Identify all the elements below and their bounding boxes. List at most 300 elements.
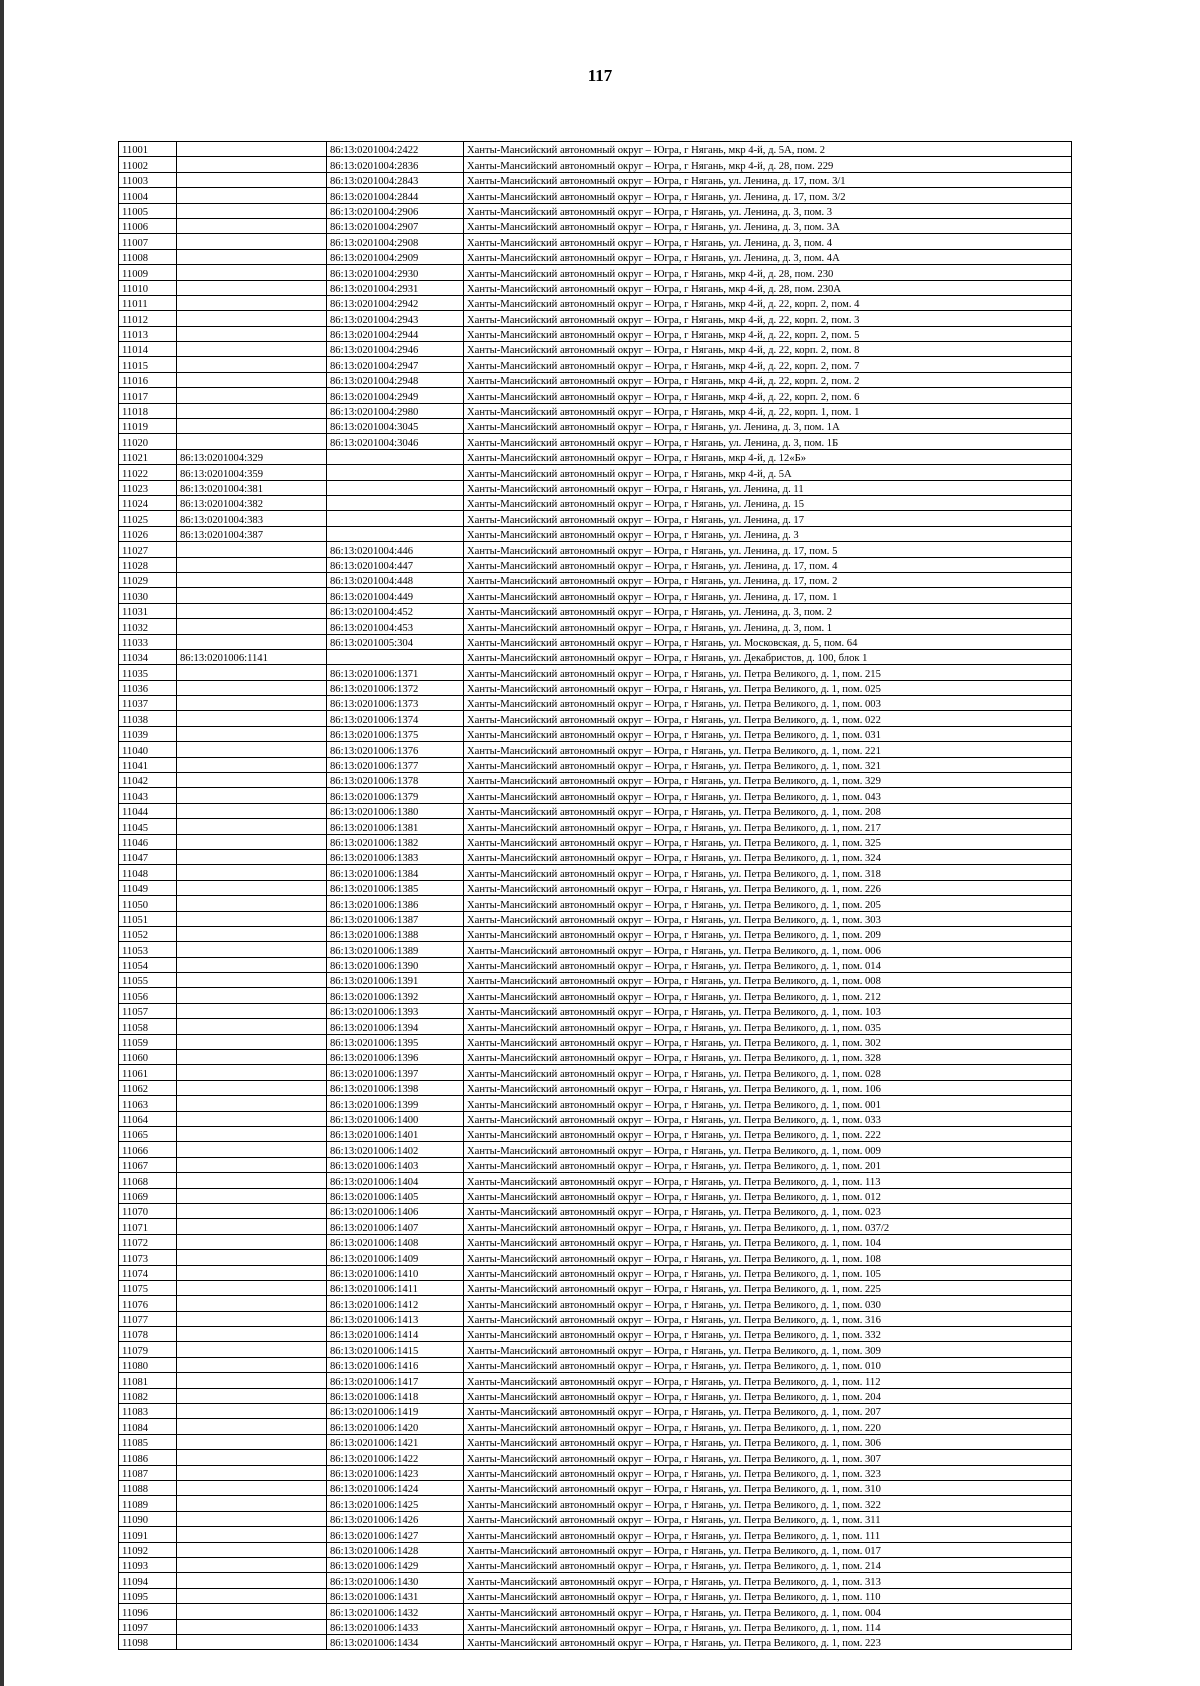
premise-cadastral-number [327, 526, 464, 541]
building-cadastral-number [177, 265, 327, 280]
building-cadastral-number [177, 1588, 327, 1603]
address: Ханты-Мансийский автономный округ – Югра, г Нягань, ул. Ленина, д. 17 [464, 511, 1072, 526]
row-number: 11065 [119, 1127, 177, 1142]
building-cadastral-number [177, 357, 327, 372]
row-number: 11092 [119, 1542, 177, 1557]
premise-cadastral-number: 86:13:0201004:2930 [327, 265, 464, 280]
premise-cadastral-number: 86:13:0201004:2907 [327, 218, 464, 233]
premise-cadastral-number: 86:13:0201006:1415 [327, 1342, 464, 1357]
address: Ханты-Мансийский автономный округ – Югра, г Нягань, ул. Петра Великого, д. 1, пом. 112 [464, 1373, 1072, 1388]
premise-cadastral-number: 86:13:0201006:1429 [327, 1557, 464, 1572]
table-row [119, 1634, 1072, 1649]
row-number: 11003 [119, 172, 177, 187]
address: Ханты-Мансийский автономный округ – Югра, г Нягань, мкр 4-й, д. 28, пом. 230А [464, 280, 1072, 295]
address: Ханты-Мансийский автономный округ – Югра, г Нягань, мкр 4-й, д. 22, корп. 2, пом. 3 [464, 311, 1072, 326]
table-row [119, 172, 1072, 187]
table-row [119, 249, 1072, 264]
premise-cadastral-number: 86:13:0201004:2908 [327, 234, 464, 249]
address: Ханты-Мансийский автономный округ – Югра, г Нягань, ул. Петра Великого, д. 1, пом. 001 [464, 1096, 1072, 1111]
address: Ханты-Мансийский автономный округ – Югра, г Нягань, ул. Петра Великого, д. 1, пом. 204 [464, 1388, 1072, 1403]
building-cadastral-number [177, 742, 327, 757]
row-number: 11058 [119, 1019, 177, 1034]
premise-cadastral-number: 86:13:0201006:1425 [327, 1496, 464, 1511]
building-cadastral-number [177, 1296, 327, 1311]
address: Ханты-Мансийский автономный округ – Югра, г Нягань, ул. Петра Великого, д. 1, пом. 006 [464, 942, 1072, 957]
premise-cadastral-number [327, 511, 464, 526]
table-row [119, 1034, 1072, 1049]
row-number: 11036 [119, 680, 177, 695]
premise-cadastral-number: 86:13:0201006:1413 [327, 1311, 464, 1326]
building-cadastral-number [177, 926, 327, 941]
premise-cadastral-number: 86:13:0201006:1424 [327, 1480, 464, 1495]
premise-cadastral-number: 86:13:0201005:304 [327, 634, 464, 649]
row-number: 11005 [119, 203, 177, 218]
address: Ханты-Мансийский автономный округ – Югра, г Нягань, ул. Петра Великого, д. 1, пом. 306 [464, 1434, 1072, 1449]
row-number: 11021 [119, 449, 177, 464]
row-number: 11068 [119, 1173, 177, 1188]
table-row [119, 1157, 1072, 1172]
premise-cadastral-number: 86:13:0201006:1420 [327, 1419, 464, 1434]
building-cadastral-number [177, 311, 327, 326]
table-row [119, 973, 1072, 988]
premise-cadastral-number: 86:13:0201004:2980 [327, 403, 464, 418]
premise-cadastral-number: 86:13:0201006:1423 [327, 1465, 464, 1480]
premise-cadastral-number: 86:13:0201006:1416 [327, 1357, 464, 1372]
premise-cadastral-number: 86:13:0201006:1375 [327, 726, 464, 741]
row-number: 11057 [119, 1003, 177, 1018]
table-row [119, 1419, 1072, 1434]
table-row [119, 1465, 1072, 1480]
table-row [119, 557, 1072, 572]
address: Ханты-Мансийский автономный округ – Югра, г Нягань, ул. Декабристов, д. 100, блок 1 [464, 649, 1072, 664]
building-cadastral-number [177, 1388, 327, 1403]
row-number: 11084 [119, 1419, 177, 1434]
address: Ханты-Мансийский автономный округ – Югра, г Нягань, ул. Ленина, д. 17, пом. 5 [464, 542, 1072, 557]
address: Ханты-Мансийский автономный округ – Югра, г Нягань, ул. Петра Великого, д. 1, пом. 321 [464, 757, 1072, 772]
building-cadastral-number [177, 1511, 327, 1526]
table-row [119, 1080, 1072, 1095]
row-number: 11034 [119, 649, 177, 664]
row-number: 11075 [119, 1280, 177, 1295]
row-number: 11004 [119, 188, 177, 203]
premise-cadastral-number: 86:13:0201006:1387 [327, 911, 464, 926]
table-row [119, 588, 1072, 603]
address: Ханты-Мансийский автономный округ – Югра, г Нягань, мкр 4-й, д. 22, корп. 2, пом. 6 [464, 388, 1072, 403]
premise-cadastral-number: 86:13:0201004:2843 [327, 172, 464, 187]
row-number: 11069 [119, 1188, 177, 1203]
building-cadastral-number [177, 849, 327, 864]
building-cadastral-number [177, 1219, 327, 1234]
row-number: 11045 [119, 819, 177, 834]
building-cadastral-number [177, 803, 327, 818]
row-number: 11064 [119, 1111, 177, 1126]
address: Ханты-Мансийский автономный округ – Югра, г Нягань, ул. Петра Великого, д. 1, пом. 226 [464, 880, 1072, 895]
building-cadastral-number [177, 1419, 327, 1434]
address: Ханты-Мансийский автономный округ – Югра, г Нягань, ул. Петра Великого, д. 1, пом. 030 [464, 1296, 1072, 1311]
row-number: 11024 [119, 495, 177, 510]
address: Ханты-Мансийский автономный округ – Югра, г Нягань, ул. Петра Великого, д. 1, пом. 313 [464, 1573, 1072, 1588]
address: Ханты-Мансийский автономный округ – Югра, г Нягань, ул. Петра Великого, д. 1, пом. 004 [464, 1604, 1072, 1619]
building-cadastral-number [177, 726, 327, 741]
table-row [119, 803, 1072, 818]
row-number: 11080 [119, 1357, 177, 1372]
register-table [118, 141, 1072, 1650]
address: Ханты-Мансийский автономный округ – Югра, г Нягань, ул. Петра Великого, д. 1, пом. 222 [464, 1127, 1072, 1142]
building-cadastral-number: 86:13:0201004:359 [177, 465, 327, 480]
premise-cadastral-number: 86:13:0201006:1411 [327, 1280, 464, 1295]
address: Ханты-Мансийский автономный округ – Югра, г Нягань, мкр 4-й, д. 22, корп. 2, пом. 7 [464, 357, 1072, 372]
table-row [119, 357, 1072, 372]
table-row [119, 665, 1072, 680]
building-cadastral-number [177, 249, 327, 264]
address: Ханты-Мансийский автономный округ – Югра, г Нягань, ул. Петра Великого, д. 1, пом. 329 [464, 773, 1072, 788]
row-number: 11041 [119, 757, 177, 772]
table-row [119, 926, 1072, 941]
row-number: 11082 [119, 1388, 177, 1403]
table-row [119, 234, 1072, 249]
address: Ханты-Мансийский автономный округ – Югра, г Нягань, ул. Петра Великого, д. 1, пом. 105 [464, 1265, 1072, 1280]
premise-cadastral-number: 86:13:0201006:1391 [327, 973, 464, 988]
row-number: 11030 [119, 588, 177, 603]
table-row [119, 1604, 1072, 1619]
address: Ханты-Мансийский автономный округ – Югра, г Нягань, ул. Ленина, д. 3, пом. 2 [464, 603, 1072, 618]
table-row [119, 403, 1072, 418]
table-row [119, 1496, 1072, 1511]
row-number: 11090 [119, 1511, 177, 1526]
row-number: 11083 [119, 1404, 177, 1419]
building-cadastral-number [177, 157, 327, 172]
row-number: 11089 [119, 1496, 177, 1511]
premise-cadastral-number: 86:13:0201006:1410 [327, 1265, 464, 1280]
premise-cadastral-number: 86:13:0201006:1373 [327, 696, 464, 711]
address: Ханты-Мансийский автономный округ – Югра, г Нягань, ул. Петра Великого, д. 1, пом. 110 [464, 1588, 1072, 1603]
premise-cadastral-number: 86:13:0201006:1418 [327, 1388, 464, 1403]
address: Ханты-Мансийский автономный округ – Югра, г Нягань, ул. Ленина, д. 3, пом. 1Б [464, 434, 1072, 449]
building-cadastral-number [177, 711, 327, 726]
building-cadastral-number [177, 1234, 327, 1249]
premise-cadastral-number: 86:13:0201004:446 [327, 542, 464, 557]
table-row [119, 311, 1072, 326]
building-cadastral-number [177, 342, 327, 357]
address: Ханты-Мансийский автономный округ – Югра, г Нягань, мкр 4-й, д. 22, корп. 2, пом. 2 [464, 372, 1072, 387]
row-number: 11037 [119, 696, 177, 711]
table-row [119, 1188, 1072, 1203]
table-row [119, 1434, 1072, 1449]
building-cadastral-number [177, 1342, 327, 1357]
table-row [119, 1357, 1072, 1372]
table-row [119, 865, 1072, 880]
premise-cadastral-number: 86:13:0201004:2944 [327, 326, 464, 341]
row-number: 11070 [119, 1203, 177, 1218]
premise-cadastral-number: 86:13:0201004:2947 [327, 357, 464, 372]
building-cadastral-number [177, 1557, 327, 1572]
building-cadastral-number [177, 572, 327, 587]
address: Ханты-Мансийский автономный округ – Югра, г Нягань, ул. Ленина, д. 15 [464, 495, 1072, 510]
address: Ханты-Мансийский автономный округ – Югра, г Нягань, ул. Петра Великого, д. 1, пом. 220 [464, 1419, 1072, 1434]
building-cadastral-number [177, 696, 327, 711]
table-row [119, 218, 1072, 233]
row-number: 11085 [119, 1434, 177, 1449]
premise-cadastral-number: 86:13:0201006:1422 [327, 1450, 464, 1465]
building-cadastral-number: 86:13:0201006:1141 [177, 649, 327, 664]
row-number: 11061 [119, 1065, 177, 1080]
table-row [119, 188, 1072, 203]
premise-cadastral-number: 86:13:0201006:1421 [327, 1434, 464, 1449]
address: Ханты-Мансийский автономный округ – Югра, г Нягань, ул. Ленина, д. 3, пом. 3 [464, 203, 1072, 218]
address: Ханты-Мансийский автономный округ – Югра, г Нягань, ул. Петра Великого, д. 1, пом. 209 [464, 926, 1072, 941]
row-number: 11020 [119, 434, 177, 449]
address: Ханты-Мансийский автономный округ – Югра, г Нягань, ул. Петра Великого, д. 1, пом. 008 [464, 973, 1072, 988]
building-cadastral-number [177, 1280, 327, 1295]
table-row [119, 1342, 1072, 1357]
building-cadastral-number [177, 1127, 327, 1142]
premise-cadastral-number: 86:13:0201006:1431 [327, 1588, 464, 1603]
premise-cadastral-number: 86:13:0201004:447 [327, 557, 464, 572]
address: Ханты-Мансийский автономный округ – Югра, г Нягань, мкр 4-й, д. 22, корп. 2, пом. 8 [464, 342, 1072, 357]
row-number: 11022 [119, 465, 177, 480]
premise-cadastral-number: 86:13:0201006:1426 [327, 1511, 464, 1526]
row-number: 11073 [119, 1250, 177, 1265]
premise-cadastral-number: 86:13:0201006:1397 [327, 1065, 464, 1080]
table-row [119, 1127, 1072, 1142]
row-number: 11078 [119, 1327, 177, 1342]
premise-cadastral-number: 86:13:0201006:1381 [327, 819, 464, 834]
building-cadastral-number [177, 680, 327, 695]
address: Ханты-Мансийский автономный округ – Югра, г Нягань, ул. Петра Великого, д. 1, пом. 033 [464, 1111, 1072, 1126]
table-row [119, 1265, 1072, 1280]
premise-cadastral-number: 86:13:0201006:1430 [327, 1573, 464, 1588]
table-row [119, 1327, 1072, 1342]
address: Ханты-Мансийский автономный округ – Югра, г Нягань, ул. Петра Великого, д. 1, пом. 205 [464, 896, 1072, 911]
address: Ханты-Мансийский автономный округ – Югра, г Нягань, ул. Петра Великого, д. 1, пом. 215 [464, 665, 1072, 680]
table-row [119, 988, 1072, 1003]
address: Ханты-Мансийский автономный округ – Югра, г Нягань, ул. Ленина, д. 3, пом. 1А [464, 419, 1072, 434]
building-cadastral-number [177, 280, 327, 295]
address: Ханты-Мансийский автономный округ – Югра, г Нягань, ул. Петра Великого, д. 1, пом. 031 [464, 726, 1072, 741]
row-number: 11052 [119, 926, 177, 941]
address: Ханты-Мансийский автономный округ – Югра, г Нягань, ул. Петра Великого, д. 1, пом. 114 [464, 1619, 1072, 1634]
address: Ханты-Мансийский автономный округ – Югра, г Нягань, ул. Петра Великого, д. 1, пом. 106 [464, 1080, 1072, 1095]
row-number: 11074 [119, 1265, 177, 1280]
row-number: 11093 [119, 1557, 177, 1572]
table-row [119, 649, 1072, 664]
table-row [119, 419, 1072, 434]
row-number: 11031 [119, 603, 177, 618]
table-row [119, 1588, 1072, 1603]
premise-cadastral-number: 86:13:0201006:1402 [327, 1142, 464, 1157]
address: Ханты-Мансийский автономный округ – Югра, г Нягань, ул. Ленина, д. 3, пом. 3А [464, 218, 1072, 233]
premise-cadastral-number: 86:13:0201006:1427 [327, 1527, 464, 1542]
table-row [119, 526, 1072, 541]
address: Ханты-Мансийский автономный округ – Югра, г Нягань, ул. Петра Великого, д. 1, пом. 014 [464, 957, 1072, 972]
building-cadastral-number [177, 1573, 327, 1588]
building-cadastral-number [177, 142, 327, 157]
building-cadastral-number [177, 234, 327, 249]
premise-cadastral-number: 86:13:0201004:3046 [327, 434, 464, 449]
address: Ханты-Мансийский автономный округ – Югра, г Нягань, ул. Петра Великого, д. 1, пом. 223 [464, 1634, 1072, 1649]
address: Ханты-Мансийский автономный округ – Югра, г Нягань, ул. Петра Великого, д. 1, пом. 322 [464, 1496, 1072, 1511]
table-row [119, 157, 1072, 172]
table-row [119, 1280, 1072, 1295]
premise-cadastral-number: 86:13:0201004:2943 [327, 311, 464, 326]
building-cadastral-number [177, 1496, 327, 1511]
table-row [119, 142, 1072, 157]
table-row [119, 1050, 1072, 1065]
table-row [119, 711, 1072, 726]
premise-cadastral-number: 86:13:0201004:448 [327, 572, 464, 587]
row-number: 11035 [119, 665, 177, 680]
building-cadastral-number [177, 973, 327, 988]
premise-cadastral-number: 86:13:0201006:1433 [327, 1619, 464, 1634]
address: Ханты-Мансийский автономный округ – Югра, г Нягань, ул. Петра Великого, д. 1, пом. 035 [464, 1019, 1072, 1034]
building-cadastral-number [177, 388, 327, 403]
table-row [119, 1557, 1072, 1572]
premise-cadastral-number: 86:13:0201004:2942 [327, 295, 464, 310]
row-number: 11016 [119, 372, 177, 387]
premise-cadastral-number: 86:13:0201006:1414 [327, 1327, 464, 1342]
building-cadastral-number [177, 665, 327, 680]
address: Ханты-Мансийский автономный округ – Югра, г Нягань, ул. Петра Великого, д. 1, пом. 104 [464, 1234, 1072, 1249]
premise-cadastral-number: 86:13:0201004:2931 [327, 280, 464, 295]
address: Ханты-Мансийский автономный округ – Югра, г Нягань, мкр 4-й, д. 5А [464, 465, 1072, 480]
table-row [119, 1250, 1072, 1265]
address: Ханты-Мансийский автономный округ – Югра, г Нягань, ул. Петра Великого, д. 1, пом. 310 [464, 1480, 1072, 1495]
table-row [119, 480, 1072, 495]
premise-cadastral-number: 86:13:0201006:1412 [327, 1296, 464, 1311]
address: Ханты-Мансийский автономный округ – Югра, г Нягань, ул. Петра Великого, д. 1, пом. 037/2 [464, 1219, 1072, 1234]
premise-cadastral-number: 86:13:0201006:1384 [327, 865, 464, 880]
premise-cadastral-number: 86:13:0201006:1382 [327, 834, 464, 849]
row-number: 11001 [119, 142, 177, 157]
table-row [119, 1203, 1072, 1218]
address: Ханты-Мансийский автономный округ – Югра, г Нягань, мкр 4-й, д. 22, корп. 1, пом. 1 [464, 403, 1072, 418]
building-cadastral-number: 86:13:0201004:381 [177, 480, 327, 495]
address: Ханты-Мансийский автономный округ – Югра, г Нягань, ул. Петра Великого, д. 1, пом. 302 [464, 1034, 1072, 1049]
table-row [119, 1542, 1072, 1557]
building-cadastral-number [177, 1373, 327, 1388]
row-number: 11047 [119, 849, 177, 864]
premise-cadastral-number: 86:13:0201006:1374 [327, 711, 464, 726]
building-cadastral-number [177, 988, 327, 1003]
address: Ханты-Мансийский автономный округ – Югра, г Нягань, мкр 4-й, д. 5А, пом. 2 [464, 142, 1072, 157]
address: Ханты-Мансийский автономный округ – Югра, г Нягань, ул. Петра Великого, д. 1, пом. 201 [464, 1157, 1072, 1172]
register-table-body [119, 142, 1072, 1650]
row-number: 11039 [119, 726, 177, 741]
building-cadastral-number [177, 1019, 327, 1034]
table-row [119, 849, 1072, 864]
table-row [119, 1373, 1072, 1388]
table-row [119, 957, 1072, 972]
premise-cadastral-number: 86:13:0201006:1383 [327, 849, 464, 864]
table-row [119, 680, 1072, 695]
premise-cadastral-number: 86:13:0201006:1393 [327, 1003, 464, 1018]
table-row [119, 1065, 1072, 1080]
table-row [119, 696, 1072, 711]
address: Ханты-Мансийский автономный округ – Югра, г Нягань, ул. Петра Великого, д. 1, пом. 043 [464, 788, 1072, 803]
building-cadastral-number [177, 1034, 327, 1049]
row-number: 11054 [119, 957, 177, 972]
address: Ханты-Мансийский автономный округ – Югра, г Нягань, ул. Петра Великого, д. 1, пом. 017 [464, 1542, 1072, 1557]
premise-cadastral-number [327, 465, 464, 480]
building-cadastral-number [177, 434, 327, 449]
building-cadastral-number [177, 819, 327, 834]
building-cadastral-number [177, 1619, 327, 1634]
row-number: 11095 [119, 1588, 177, 1603]
building-cadastral-number [177, 1250, 327, 1265]
premise-cadastral-number: 86:13:0201006:1396 [327, 1050, 464, 1065]
address: Ханты-Мансийский автономный округ – Югра, г Нягань, ул. Петра Великого, д. 1, пом. 221 [464, 742, 1072, 757]
address: Ханты-Мансийский автономный округ – Югра, г Нягань, ул. Петра Великого, д. 1, пом. 010 [464, 1357, 1072, 1372]
building-cadastral-number [177, 326, 327, 341]
building-cadastral-number [177, 542, 327, 557]
row-number: 11087 [119, 1465, 177, 1480]
row-number: 11086 [119, 1450, 177, 1465]
building-cadastral-number [177, 773, 327, 788]
address: Ханты-Мансийский автономный округ – Югра, г Нягань, ул. Петра Великого, д. 1, пом. 217 [464, 819, 1072, 834]
row-number: 11077 [119, 1311, 177, 1326]
row-number: 11011 [119, 295, 177, 310]
address: Ханты-Мансийский автономный округ – Югра, г Нягань, ул. Ленина, д. 17, пом. 2 [464, 572, 1072, 587]
table-row [119, 1096, 1072, 1111]
table-row [119, 1142, 1072, 1157]
address: Ханты-Мансийский автономный округ – Югра, г Нягань, ул. Ленина, д. 17, пом. 1 [464, 588, 1072, 603]
building-cadastral-number [177, 1157, 327, 1172]
premise-cadastral-number [327, 480, 464, 495]
row-number: 11002 [119, 157, 177, 172]
table-row [119, 1388, 1072, 1403]
address: Ханты-Мансийский автономный округ – Югра, г Нягань, ул. Петра Великого, д. 1, пом. 328 [464, 1050, 1072, 1065]
address: Ханты-Мансийский автономный округ – Югра, г Нягань, ул. Петра Великого, д. 1, пом. 012 [464, 1188, 1072, 1203]
building-cadastral-number [177, 1404, 327, 1419]
row-number: 11008 [119, 249, 177, 264]
table-row [119, 1111, 1072, 1126]
row-number: 11062 [119, 1080, 177, 1095]
row-number: 11098 [119, 1634, 177, 1649]
premise-cadastral-number: 86:13:0201006:1401 [327, 1127, 464, 1142]
address: Ханты-Мансийский автономный округ – Югра, г Нягань, ул. Петра Великого, д. 1, пом. 214 [464, 1557, 1072, 1572]
row-number: 11048 [119, 865, 177, 880]
address: Ханты-Мансийский автономный округ – Югра, г Нягань, ул. Петра Великого, д. 1, пом. 303 [464, 911, 1072, 926]
building-cadastral-number [177, 1311, 327, 1326]
table-row [119, 495, 1072, 510]
building-cadastral-number [177, 172, 327, 187]
row-number: 11096 [119, 1604, 177, 1619]
building-cadastral-number [177, 1542, 327, 1557]
premise-cadastral-number: 86:13:0201006:1392 [327, 988, 464, 1003]
building-cadastral-number: 86:13:0201004:382 [177, 495, 327, 510]
row-number: 11094 [119, 1573, 177, 1588]
premise-cadastral-number: 86:13:0201006:1419 [327, 1404, 464, 1419]
building-cadastral-number [177, 896, 327, 911]
premise-cadastral-number: 86:13:0201004:453 [327, 619, 464, 634]
building-cadastral-number [177, 1465, 327, 1480]
building-cadastral-number: 86:13:0201004:329 [177, 449, 327, 464]
table-row [119, 1511, 1072, 1526]
address: Ханты-Мансийский автономный округ – Югра, г Нягань, ул. Петра Великого, д. 1, пом. 207 [464, 1404, 1072, 1419]
table-row [119, 372, 1072, 387]
premise-cadastral-number: 86:13:0201006:1380 [327, 803, 464, 818]
building-cadastral-number [177, 942, 327, 957]
table-row [119, 1003, 1072, 1018]
row-number: 11044 [119, 803, 177, 818]
table-row [119, 1019, 1072, 1034]
premise-cadastral-number: 86:13:0201004:2836 [327, 157, 464, 172]
building-cadastral-number [177, 295, 327, 310]
table-row [119, 1173, 1072, 1188]
premise-cadastral-number: 86:13:0201006:1408 [327, 1234, 464, 1249]
premise-cadastral-number: 86:13:0201006:1376 [327, 742, 464, 757]
table-row [119, 819, 1072, 834]
